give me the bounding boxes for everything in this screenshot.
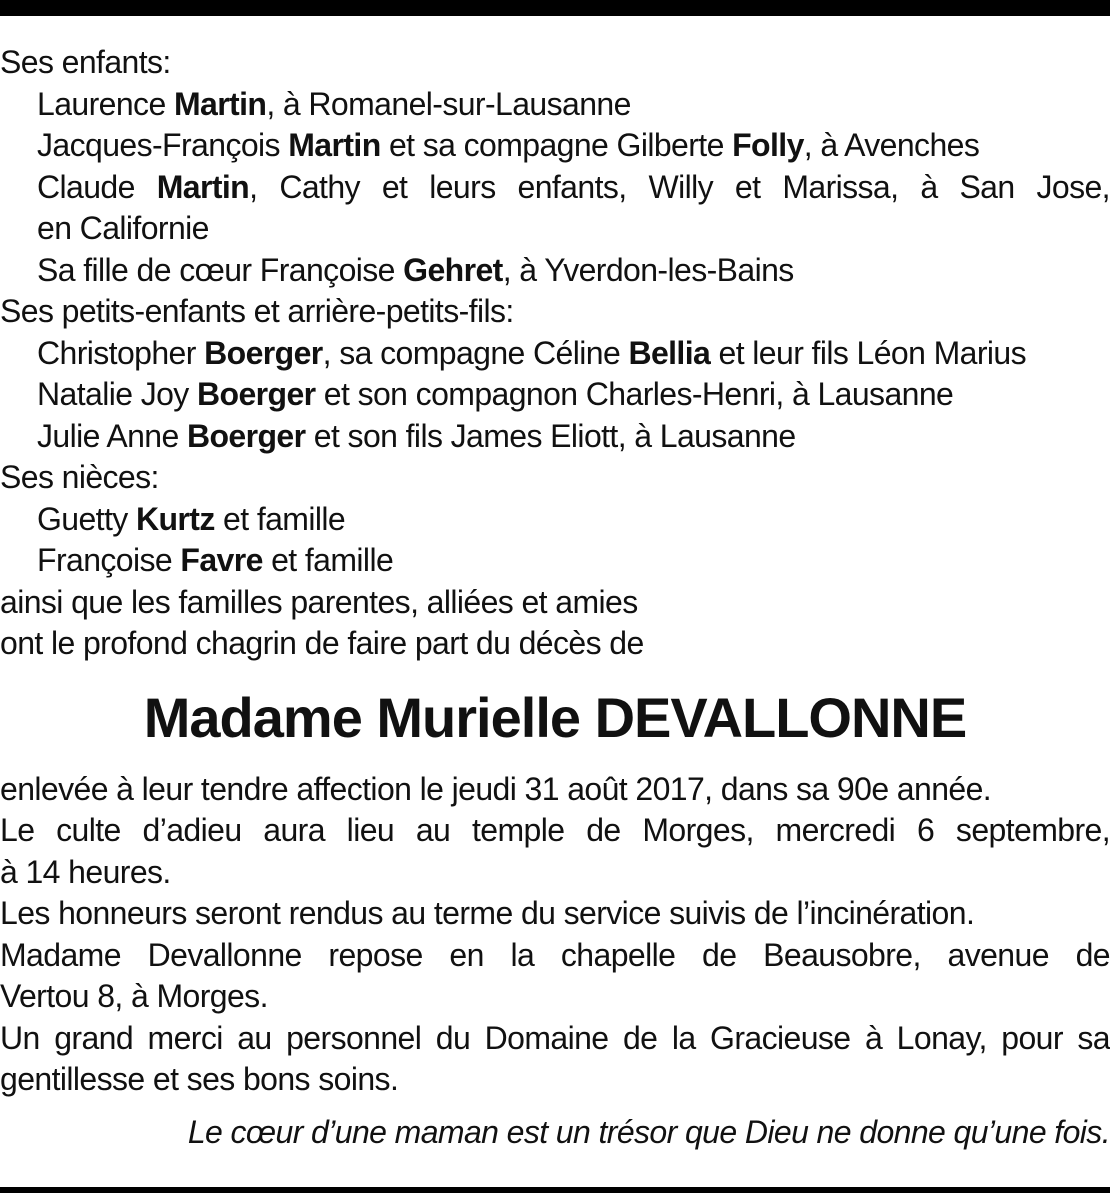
grandchild-line bbox=[0, 374, 1110, 416]
niece-surname: Kurtz bbox=[135, 500, 215, 537]
grandchild-line bbox=[0, 416, 1110, 458]
partner-surname: Folly bbox=[732, 127, 804, 163]
grandchild-surname: Boerger bbox=[197, 376, 316, 412]
niece-surname: Favre bbox=[180, 542, 263, 578]
grandchildren-heading: Ses petits-enfants et arrière-petits-fils: bbox=[0, 293, 514, 329]
grandchild-detail: et son compagnon Charles-Henri, à Lausanne bbox=[315, 376, 954, 412]
grandchild-detail: , sa compagne Céline bbox=[322, 334, 629, 371]
body-line: Le culte d’adieu aura lieu au temple de Morges, mercredi 6 septembre, bbox=[0, 812, 1110, 848]
closing-quote: Le cœur d’une maman est un trésor que Dieu ne donne qu’une fois. bbox=[187, 1113, 1110, 1150]
nieces-heading: Ses nièces: bbox=[0, 459, 159, 495]
child-surname: Martin bbox=[173, 85, 267, 122]
grandchild-surname: Boerger bbox=[186, 417, 306, 454]
child-given-name: Claude bbox=[37, 168, 157, 205]
body-line: enlevée à leur tendre affection le jeudi 31 août 2017, dans sa 90e année. bbox=[0, 770, 992, 807]
deceased-name: Madame Murielle DEVALLONNE bbox=[143, 685, 967, 749]
top-rule bbox=[0, 0, 1110, 16]
closing-line: ainsi que les familles parentes, alliées et amies bbox=[0, 583, 638, 620]
child-line bbox=[0, 84, 1110, 126]
grandchild-given-name: Christopher bbox=[37, 334, 205, 371]
grandchild-given-name: Julie Anne bbox=[37, 417, 187, 454]
grandchild-surname: Boerger bbox=[204, 334, 323, 371]
body-line: à 14 heures. bbox=[0, 853, 171, 890]
body-line: Madame Devallonne repose en la chapelle de Beausobre, avenue de bbox=[0, 936, 1110, 973]
body-line: Vertou 8, à Morges. bbox=[0, 978, 268, 1014]
child-detail: , Cathy et leurs enfants, Willy et Marissa, à San Jose, bbox=[249, 168, 1110, 205]
child-given-name: Sa fille de cœur Françoise bbox=[37, 251, 404, 288]
child-given-name: Laurence bbox=[37, 85, 174, 122]
niece-line bbox=[0, 540, 1110, 582]
body-line: Les honneurs seront rendus au terme du service suivis de l’incinération. bbox=[0, 895, 975, 931]
niece-given-name: Guetty bbox=[37, 500, 136, 537]
child-detail: , à Yverdon-les-Bains bbox=[502, 251, 794, 288]
grandchild-detail: et son fils James Eliott, à Lausanne bbox=[305, 417, 796, 454]
child-surname: Martin bbox=[288, 127, 381, 163]
grandchild-detail: et leur fils Léon Marius bbox=[710, 334, 1027, 371]
niece-detail: et famille bbox=[262, 542, 394, 578]
grandchild-given-name: Natalie Joy bbox=[37, 376, 197, 412]
children-heading: Ses enfants: bbox=[0, 44, 171, 80]
child-detail: , à Romanel-sur-Lausanne bbox=[266, 85, 631, 122]
bottom-rule bbox=[0, 1187, 1110, 1193]
child-detail: , à Avenches bbox=[803, 127, 980, 163]
child-given-name: Jacques-François bbox=[37, 127, 289, 163]
body-line: Un grand merci au personnel du Domaine de la Gracieuse à Lonay, pour sa bbox=[0, 1019, 1110, 1056]
child-line bbox=[0, 167, 1110, 209]
child-surname: Martin bbox=[156, 168, 250, 205]
niece-given-name: Françoise bbox=[37, 542, 181, 578]
child-detail: et sa compagne Gilberte bbox=[380, 127, 733, 163]
child-line bbox=[0, 125, 1110, 167]
partner-surname: Bellia bbox=[628, 334, 711, 371]
child-line-continued: en Californie bbox=[37, 210, 209, 246]
niece-line bbox=[0, 499, 1110, 541]
child-line bbox=[0, 250, 1110, 292]
grandchild-line bbox=[0, 333, 1110, 375]
child-surname: Gehret bbox=[403, 251, 503, 288]
obituary-notice bbox=[0, 42, 1110, 1153]
closing-line: ont le profond chagrin de faire part du décès de bbox=[0, 625, 644, 661]
niece-detail: et famille bbox=[214, 500, 346, 537]
body-line: gentillesse et ses bons soins. bbox=[0, 1061, 399, 1097]
